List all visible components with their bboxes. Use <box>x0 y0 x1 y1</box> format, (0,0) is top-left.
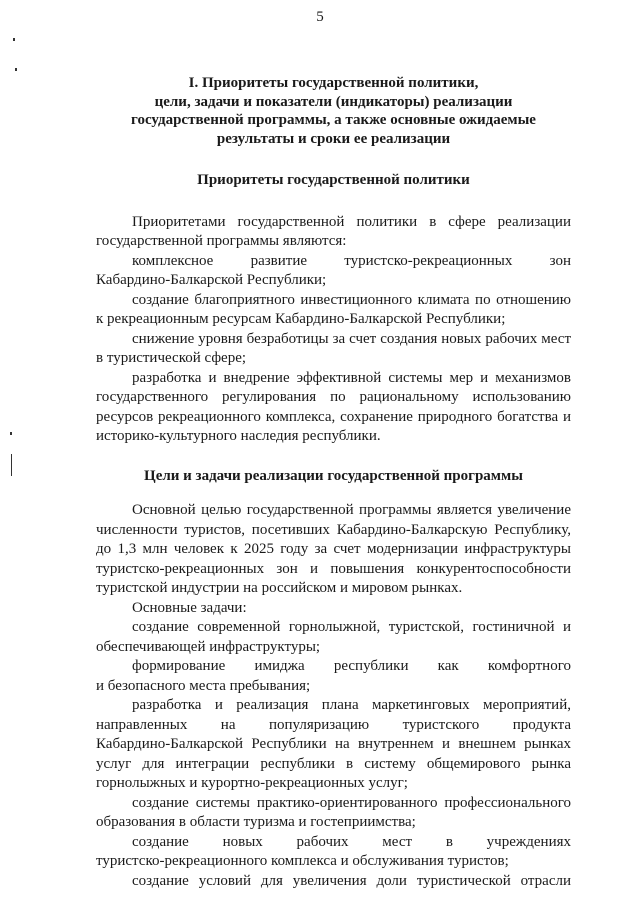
paragraph: Кабардино-Балкарской Республики; <box>96 272 327 288</box>
scan-mark <box>11 454 12 476</box>
paragraph: туристско-рекреационного комплекса и обслуживания туристов; <box>96 853 509 869</box>
paragraph: Приоритетами государственной политики в сфере реализации государственной программы являются: <box>96 213 571 249</box>
paragraph: разработка и внедрение эффективной системы мер и механизмов государственного регулирования по рациональному использованию ресурсов рекреационного комплекса, сохранение природного богатства и историко-культурного наследия республики. <box>96 369 571 444</box>
paragraph: направленных на популяризацию туристского продукта <box>96 716 571 733</box>
paragraph: создание системы практико-ориентированного профессионального образования в области туризма и гостеприимства; <box>96 794 571 830</box>
scan-mark <box>15 68 17 71</box>
paragraph: Основные задачи: <box>132 599 247 616</box>
paragraph: формирование имиджа республики как комфортного <box>132 658 571 674</box>
paragraph: снижение уровня безработицы за счет создания новых рабочих мест в туристической сфере; <box>96 330 571 366</box>
page-number: 5 <box>316 9 324 25</box>
paragraph: создание новых рабочих мест в учреждениях <box>132 833 571 850</box>
scan-mark <box>10 432 12 435</box>
paragraph: комплексное развитие туристско-рекреационных зон <box>132 252 571 269</box>
scan-mark <box>13 38 15 41</box>
document-body <box>96 74 571 891</box>
paragraph: Основной целью государственной программы является увеличение численности туристов, посетивших Кабардино-Балкарскую Республику, до 1,3 млн человек к 2025 году за счет модернизации инфраструктуры туристско-рекреационных зон и повышения конкурентоспособности туристской индустрии на российском и мировом рынках. <box>96 502 571 596</box>
paragraph: и безопасного места пребывания; <box>96 677 311 694</box>
paragraph: создание благоприятного инвестиционного климата по отношению к рекреационным ресурсам Кабардино-Балкарской Республики; <box>96 291 571 327</box>
section-title-goals: Цели и задачи реализации государственной программы <box>144 467 523 484</box>
chapter-heading-line: цели, задачи и показатели (индикаторы) реализации <box>154 93 513 110</box>
paragraph: Кабардино-Балкарской Республики на внутреннем и внешнем рынках услуг для интеграции республики в систему общемирового рынка горнолыжных и курортно-рекреационных услуг; <box>96 736 571 791</box>
chapter-heading-line: государственной программы, а также основные ожидаемые <box>131 112 536 128</box>
paragraph: разработка и реализация плана маркетинговых мероприятий, <box>132 697 571 713</box>
section-title-priorities: Приоритеты государственной политики <box>197 172 470 188</box>
chapter-heading <box>96 74 571 148</box>
chapter-heading-line: результаты и сроки ее реализации <box>216 130 451 147</box>
paragraph: создание условий для увеличения доли туристической отрасли <box>132 872 571 889</box>
chapter-heading-line: I. Приоритеты государственной политики, <box>188 75 479 91</box>
paragraph: создание современной горнолыжной, туристской, гостиничной и обеспечивающей инфраструктуры; <box>96 619 571 655</box>
